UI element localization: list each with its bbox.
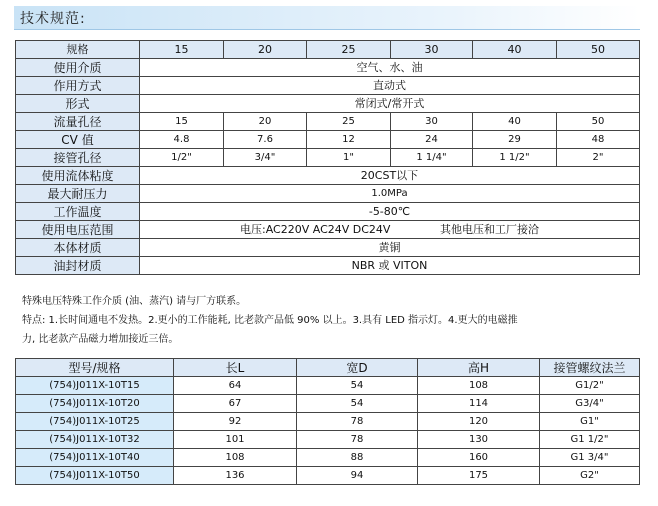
width-cell: 78 <box>297 431 418 449</box>
length-cell: 92 <box>174 413 297 431</box>
port-cell: 1 1/2" <box>473 149 557 167</box>
thread-cell: G1/2" <box>540 377 640 395</box>
length-cell: 101 <box>174 431 297 449</box>
spec-header-label: 规格 <box>16 41 140 59</box>
dimension-table <box>15 358 640 485</box>
cv-cell: 7.6 <box>224 131 307 149</box>
port-cell: 3/4" <box>224 149 307 167</box>
cv-cell: 4.8 <box>140 131 224 149</box>
pressure-value: 1.0MPa <box>140 185 640 203</box>
orifice-cell: 40 <box>473 113 557 131</box>
col-header-height: 高H <box>418 359 540 377</box>
col-header-model: 型号/规格 <box>16 359 174 377</box>
row-label: 工作温度 <box>16 203 140 221</box>
thread-cell: G2" <box>540 467 640 485</box>
note-contact: 特殊电压特殊工作介质 (油、蒸汽) 请与厂方联系。 <box>22 296 247 307</box>
temperature-value: -5-80℃ <box>140 203 640 221</box>
orifice-cell: 50 <box>557 113 640 131</box>
width-cell: 88 <box>297 449 418 467</box>
length-cell: 67 <box>174 395 297 413</box>
dim-header-row <box>16 359 640 377</box>
size-cell: 40 <box>473 41 557 59</box>
thread-cell: G1 1/2" <box>540 431 640 449</box>
height-cell: 175 <box>418 467 540 485</box>
height-cell: 114 <box>418 395 540 413</box>
size-cell: 30 <box>391 41 473 59</box>
row-label: 使用流体粘度 <box>16 167 140 185</box>
col-header-width: 宽D <box>297 359 418 377</box>
spec-row-viscosity <box>16 167 640 185</box>
orifice-cell: 25 <box>307 113 391 131</box>
action-value: 直动式 <box>140 77 640 95</box>
table-row <box>16 449 640 467</box>
row-label: 作用方式 <box>16 77 140 95</box>
spec-row-action <box>16 77 640 95</box>
size-cell: 50 <box>557 41 640 59</box>
spec-row-form <box>16 95 640 113</box>
note-features: 特点: 1.长时间通电不发热。2.更小的工作能耗, 比老款产品低 90% 以上。3.具有 LED 指示灯。4.更大的电磁推 <box>22 315 518 326</box>
spec-row-cv <box>16 131 640 149</box>
model-cell: (754)J011X-10T20 <box>16 395 174 413</box>
length-cell: 108 <box>174 449 297 467</box>
height-cell: 130 <box>418 431 540 449</box>
port-cell: 1" <box>307 149 391 167</box>
spec-row-port <box>16 149 640 167</box>
orifice-cell: 30 <box>391 113 473 131</box>
body-material-value: 黄铜 <box>140 239 640 257</box>
model-cell: (754)J011X-10T32 <box>16 431 174 449</box>
port-cell: 1 1/4" <box>391 149 473 167</box>
spec-row-pressure <box>16 185 640 203</box>
row-label: 本体材质 <box>16 239 140 257</box>
orifice-cell: 20 <box>224 113 307 131</box>
table-row <box>16 395 640 413</box>
cv-cell: 24 <box>391 131 473 149</box>
port-cell: 1/2" <box>140 149 224 167</box>
model-cell: (754)J011X-10T50 <box>16 467 174 485</box>
row-label: 最大耐压力 <box>16 185 140 203</box>
section-title: 技术规范: <box>20 11 86 27</box>
height-cell: 120 <box>418 413 540 431</box>
row-label: 流量孔径 <box>16 113 140 131</box>
row-label: CV 值 <box>16 131 140 149</box>
width-cell: 54 <box>297 395 418 413</box>
size-cell: 25 <box>307 41 391 59</box>
size-cell: 15 <box>140 41 224 59</box>
section-header <box>14 6 640 30</box>
table-row <box>16 431 640 449</box>
seal-material-value: NBR 或 VITON <box>140 257 640 275</box>
spec-row-voltage <box>16 221 640 239</box>
orifice-cell: 15 <box>140 113 224 131</box>
length-cell: 64 <box>174 377 297 395</box>
spec-row-body-material <box>16 239 640 257</box>
model-cell: (754)J011X-10T40 <box>16 449 174 467</box>
model-cell: (754)J011X-10T15 <box>16 377 174 395</box>
col-header-thread: 接管螺纹法兰 <box>540 359 640 377</box>
table-row <box>16 377 640 395</box>
spec-row-temperature <box>16 203 640 221</box>
port-cell: 2" <box>557 149 640 167</box>
row-label: 使用介质 <box>16 59 140 77</box>
form-value: 常闭式/常开式 <box>140 95 640 113</box>
voltage-note: 其他电压和工厂接洽 <box>439 222 539 236</box>
height-cell: 108 <box>418 377 540 395</box>
spec-row-medium <box>16 59 640 77</box>
spec-header-row <box>16 41 640 59</box>
height-cell: 160 <box>418 449 540 467</box>
length-cell: 136 <box>174 467 297 485</box>
width-cell: 54 <box>297 377 418 395</box>
row-label: 使用电压范围 <box>16 221 140 239</box>
table-row <box>16 467 640 485</box>
cv-cell: 12 <box>307 131 391 149</box>
row-label: 接管孔径 <box>16 149 140 167</box>
table-row <box>16 413 640 431</box>
row-label: 形式 <box>16 95 140 113</box>
thread-cell: G1 3/4" <box>540 449 640 467</box>
col-header-length: 长L <box>174 359 297 377</box>
thread-cell: G1" <box>540 413 640 431</box>
spec-table <box>15 40 640 275</box>
spec-row-orifice <box>16 113 640 131</box>
cv-cell: 48 <box>557 131 640 149</box>
thread-cell: G3/4" <box>540 395 640 413</box>
medium-value: 空气、水、油 <box>140 59 640 77</box>
note-features-cont: 力, 比老款产品磁力增加接近三倍。 <box>22 334 179 345</box>
spec-row-seal-material <box>16 257 640 275</box>
viscosity-value: 20CST以下 <box>140 167 640 185</box>
voltage-value: 电压:AC220V AC24V DC24V <box>240 222 391 236</box>
width-cell: 78 <box>297 413 418 431</box>
width-cell: 94 <box>297 467 418 485</box>
voltage-cell <box>140 221 640 239</box>
row-label: 油封材质 <box>16 257 140 275</box>
model-cell: (754)J011X-10T25 <box>16 413 174 431</box>
cv-cell: 29 <box>473 131 557 149</box>
size-cell: 20 <box>224 41 307 59</box>
